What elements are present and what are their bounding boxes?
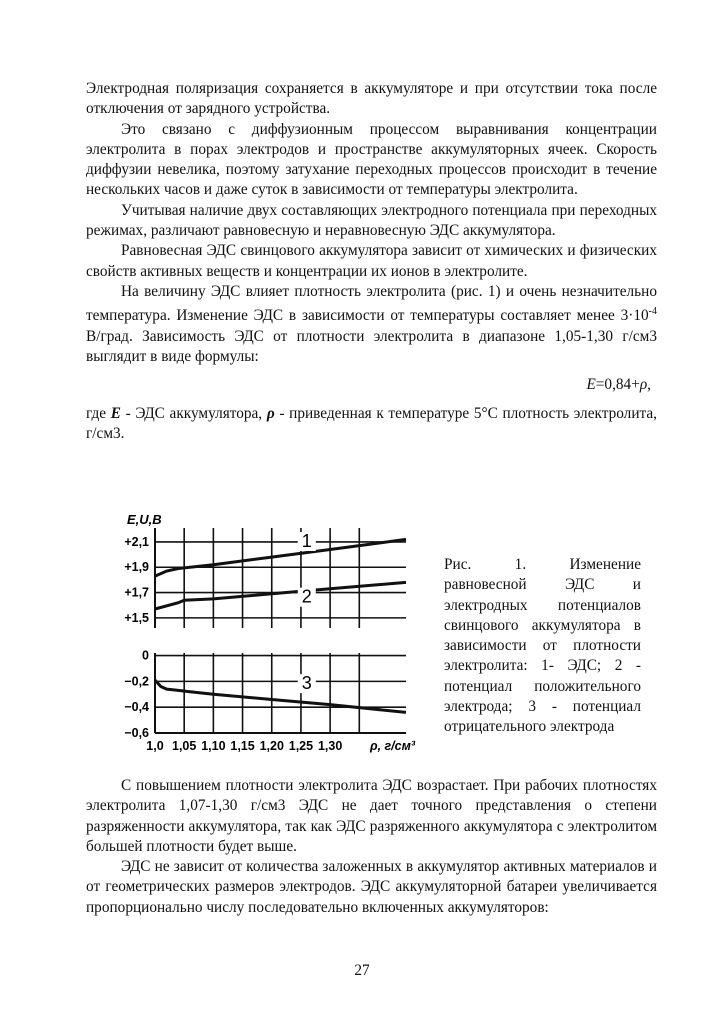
curve-label: 3 bbox=[301, 673, 312, 694]
x-tick-label: 1,15 bbox=[230, 739, 255, 753]
paragraph: Электродная поляризация сохраняется в аккумуляторе и при отсутствии тока после отключения от зарядного устройства. bbox=[86, 80, 657, 118]
figure-caption: Рис. 1. Изменение равновесной ЭДС и электродных потенциалов свинцового аккумулятора в зависимости от плотности электролита: 1- ЭДС; 2 - потенциал положительного электрода; 3 - потенциал отрицательного электрода bbox=[444, 556, 641, 736]
where-E: E bbox=[110, 404, 121, 422]
x-axis-label: ρ, г/см³ bbox=[370, 739, 416, 753]
density-text-b: В/град. Зависимость ЭДС от плотности электролита в диапазоне 1,05-1,30 г/см3 выглядит в виде формулы: bbox=[86, 327, 657, 365]
curve-label: 2 bbox=[301, 586, 312, 607]
density-exponent: -4 bbox=[648, 306, 657, 318]
text-block-bottom bbox=[86, 776, 657, 918]
y-tick-label: +2,1 bbox=[124, 534, 149, 549]
y-tick-label: −0,4 bbox=[124, 700, 149, 715]
where-tail: - приведенная к температуре 5°С плотность электролита, г/см3. bbox=[86, 404, 657, 442]
x-tick-label: 1,30 bbox=[317, 739, 343, 753]
paragraph: ЭДС не зависит от количества заложенных в аккумулятор активных материалов и от геометрических размеров электродов. ЭДС аккумуляторной батареи увеличивается пропорционально числу последовательно включенных аккумуляторов: bbox=[86, 858, 657, 916]
x-tick-label: 1,25 bbox=[288, 739, 314, 753]
formula-var: E bbox=[586, 376, 596, 394]
y-tick-label: +1,5 bbox=[124, 610, 149, 625]
paragraph: Равновесная ЭДС свинцового аккумулятора зависит от химических и физических свойств активных веществ и концентрации их ионов в электролите. bbox=[86, 242, 657, 280]
x-tick-label: 1,20 bbox=[259, 739, 284, 753]
y-tick-label: −0,2 bbox=[124, 674, 149, 689]
density-text-a: На величину ЭДС влияет плотность электролита (рис. 1) и очень незначительно температура. Изменение ЭДС в зависимости от температуры составляет менее 3·10 bbox=[86, 282, 657, 325]
x-tick-label: 1,0 bbox=[146, 739, 164, 753]
page-number: 27 bbox=[354, 962, 370, 979]
formula-rho: ρ bbox=[639, 376, 648, 394]
where-rho: ρ bbox=[266, 404, 275, 422]
x-tick-label: 1,05 bbox=[172, 739, 197, 753]
density-emf-chart bbox=[0, 508, 440, 758]
paragraph: С повышением плотности электролита ЭДС возрастает. При рабочих плотностях электролита 1,07-1,30 г/см3 ЭДС не дает точного представления о степени разряженности аккумулятора, так как ЭДС разряженного аккумулятора с электролитом большей плотности будет выше. bbox=[86, 777, 657, 855]
x-tick-label: 1,10 bbox=[201, 739, 226, 753]
where-mid: - ЭДС аккумулятора, bbox=[120, 404, 267, 422]
series-line-1 bbox=[155, 539, 406, 576]
y-tick-label: +1,7 bbox=[124, 585, 149, 600]
paragraph-density bbox=[86, 282, 657, 367]
paragraph: Это связано с диффузионным процессом выравнивания концентрации электролита в порах электродов и пространстве аккумуляторных ячеек. Скорость диффузии невелика, поэтому затухание переходных процессов происходит в течение нескольких часов и даже суток в зависимости от температуры электролита. bbox=[86, 120, 657, 199]
text-block-top bbox=[86, 79, 657, 444]
series-line-2 bbox=[155, 582, 406, 609]
y-tick-label: 0 bbox=[142, 648, 149, 663]
formula-end: , bbox=[647, 376, 651, 394]
y-tick-label: −0,6 bbox=[124, 726, 149, 740]
y-tick-label: +1,9 bbox=[124, 560, 149, 575]
paragraph: Учитывая наличие двух составляющих электродного потенциала при переходных режимах, различают равновесную и неравновесную ЭДС аккумулятора. bbox=[86, 201, 657, 240]
formula bbox=[86, 375, 657, 395]
where-lead: где bbox=[86, 404, 111, 422]
y-axis-label: E,U,B bbox=[127, 512, 162, 527]
formula-eq: =0,84+ bbox=[595, 376, 640, 394]
curve-label: 1 bbox=[301, 530, 312, 551]
where-paragraph bbox=[86, 404, 657, 445]
